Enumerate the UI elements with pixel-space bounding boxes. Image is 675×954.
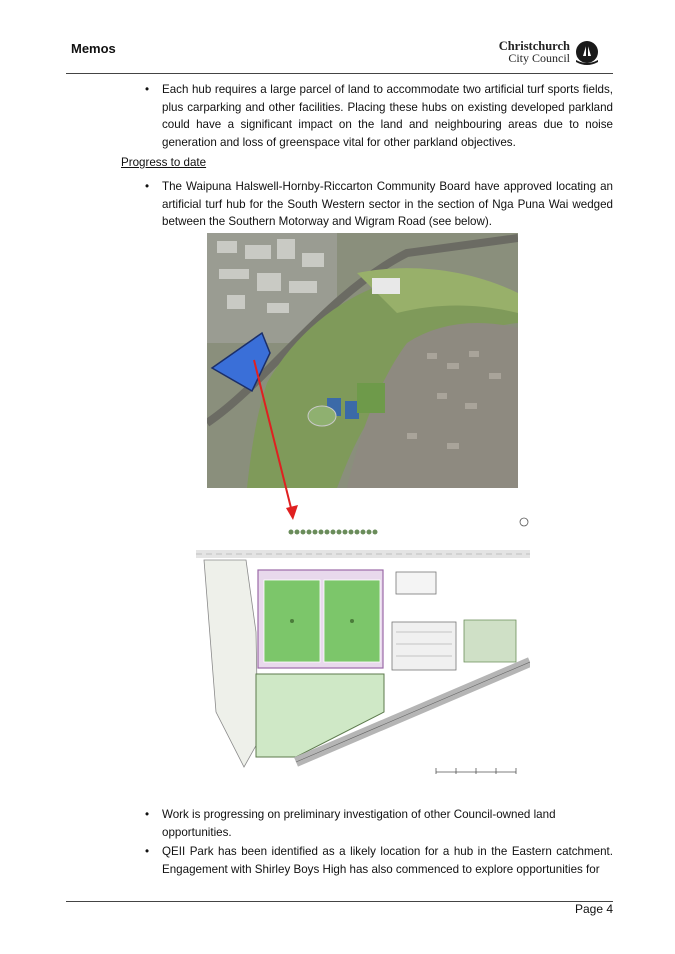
council-logo — [498, 40, 603, 68]
logo-text — [498, 40, 570, 64]
logo-line2: City Council — [508, 51, 570, 65]
logo-line1: Christchurch — [498, 39, 570, 53]
bullet-symbol: • — [145, 83, 150, 96]
page-number: Page 4 — [575, 902, 614, 916]
bullet-symbol: • — [145, 180, 150, 193]
site-plan-drawing — [196, 512, 530, 780]
list-item — [145, 81, 613, 153]
bullet-text: Work is progressing on preliminary investigation of other Council-owned land opportunities. — [162, 808, 556, 839]
cathedral-logo-icon — [574, 40, 600, 68]
page-header-title: Memos — [71, 41, 116, 56]
list-item — [145, 843, 613, 879]
list-item — [145, 806, 613, 842]
bullet-text: Each hub requires a large parcel of land to accommodate two artificial turf sports fields, plus carparking and other facilities. Placing these hubs on existing developed parkland could have a significant impact on the land and neighbouring areas due to noise generation and loss of greenspace vital for other parkland objectives. — [162, 83, 613, 149]
bullet-symbol: • — [145, 808, 150, 821]
pointer-arrow-icon — [200, 340, 320, 530]
bullet-text: QEII Park has been identified as a likely location for a hub in the Eastern catchment. Engagement with Shirley Boys High has also commenced to explore opportunities for — [162, 845, 613, 876]
list-item — [145, 178, 613, 232]
bullet-symbol: • — [145, 845, 150, 858]
section-subheading: Progress to date — [121, 156, 207, 169]
bullet-text: The Waipuna Halswell-Hornby-Riccarton Community Board have approved locating an artificial turf hub for the South Western sector in the section of Nga Puna Wai wedged between the Southern Motorway and Wigram Road (see below). — [162, 180, 613, 229]
footer-divider — [66, 901, 613, 902]
header-divider — [66, 73, 613, 74]
